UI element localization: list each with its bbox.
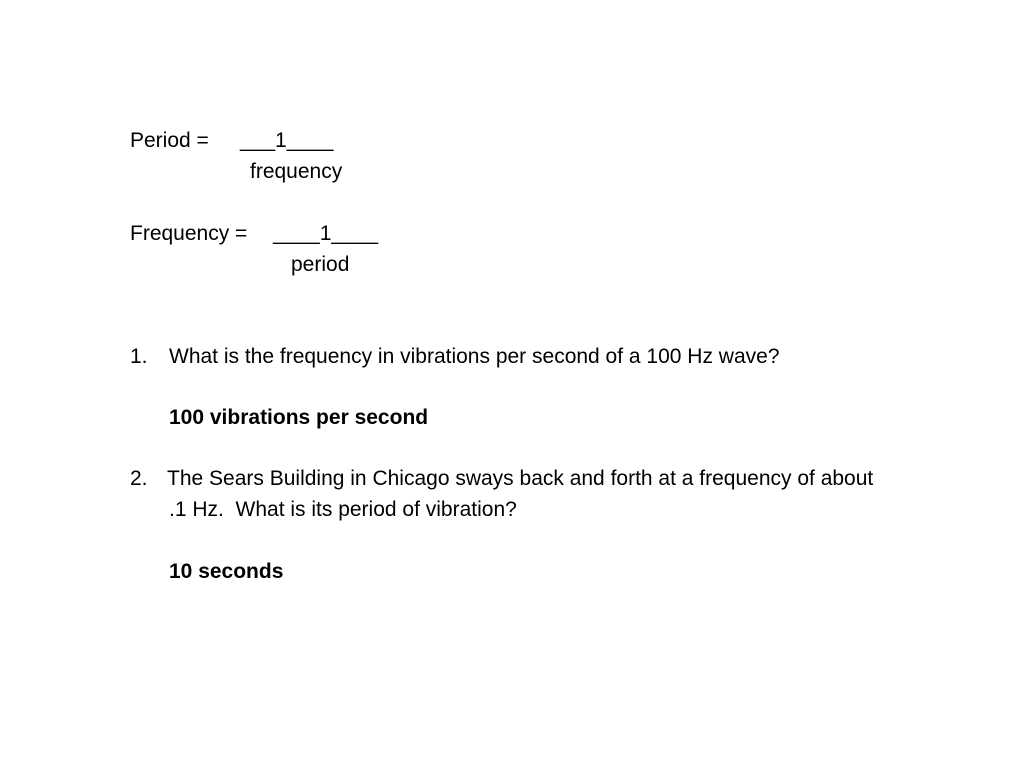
- period-label: Period =: [130, 129, 209, 152]
- frequency-numerator: ____1____: [273, 222, 379, 245]
- question-1-text: What is the frequency in vibrations per second of a 100 Hz wave?: [169, 345, 780, 368]
- question-1-answer: 100 vibrations per second: [169, 406, 429, 429]
- frequency-label: Frequency =: [130, 222, 248, 245]
- question-2-text-line-1: The Sears Building in Chicago sways back and forth at a frequency of about: [167, 467, 874, 490]
- question-1-number: 1.: [130, 345, 148, 368]
- frequency-denominator: period: [291, 253, 350, 276]
- period-numerator: ___1____: [240, 129, 334, 152]
- question-2-answer: 10 seconds: [169, 560, 284, 583]
- question-2-text-line-2: .1 Hz. What is its period of vibration?: [169, 498, 517, 521]
- question-2-number: 2.: [130, 467, 148, 490]
- period-denominator: frequency: [250, 160, 343, 183]
